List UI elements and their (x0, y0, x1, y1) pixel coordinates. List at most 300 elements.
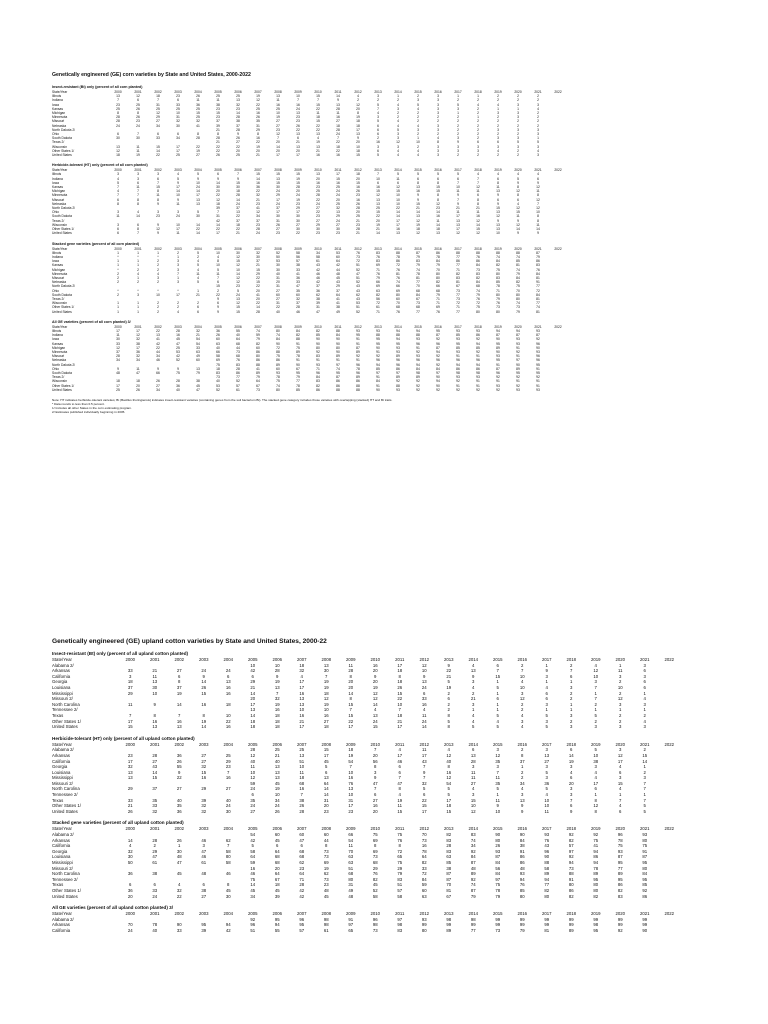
cell-value: 7 (117, 185, 119, 190)
data-table (52, 247, 568, 314)
cell-value: 3 (457, 106, 459, 111)
cell-value: 18 (216, 201, 220, 206)
year-header: 2006 (234, 246, 242, 251)
cell-value: 2 (157, 305, 159, 310)
cell-value: 35 (495, 758, 501, 764)
cell-value: 19 (256, 144, 260, 149)
cell-value: 9 (276, 673, 279, 679)
cell-value: 4 (197, 275, 199, 280)
cell-value: 27 (296, 222, 300, 227)
cell-value: 16 (201, 775, 207, 781)
year-header: 2008 (274, 246, 282, 251)
year-header: 2011 (334, 168, 342, 173)
cell-value: 90 (296, 362, 300, 367)
cell-value: 8 (137, 201, 139, 206)
row-label: Nebraska (52, 358, 67, 363)
cell-value: 8 (178, 679, 181, 685)
cell-value: 23 (296, 119, 300, 124)
cell-value: 4 (477, 102, 479, 107)
cell-value: 17 (176, 144, 180, 149)
cell-value: 2 (457, 153, 459, 158)
cell-value: 22 (336, 148, 340, 153)
cell-value: 6 (437, 176, 439, 181)
cell-value: 16 (376, 140, 380, 145)
cell-value: 12 (536, 206, 540, 211)
cell-value: 22 (176, 893, 182, 899)
cell-value: 3 (177, 267, 179, 272)
cell-value: 42 (316, 280, 320, 285)
cell-value: 78 (416, 271, 420, 276)
cell-value: 46 (250, 871, 256, 877)
cell-value: 19 (176, 690, 182, 696)
cell-value: 1 (545, 707, 548, 713)
cell-value: 76 (496, 301, 500, 306)
cell-value: 93 (519, 871, 525, 877)
cell-value: 82 (544, 887, 550, 893)
cell-value: 1 (417, 136, 419, 141)
cell-value: 3 (497, 136, 499, 141)
cell-value: 6 (398, 769, 401, 775)
cell-value: 59 (256, 333, 260, 338)
cell-value: 2 (477, 153, 479, 158)
cell-value: 5 (517, 140, 519, 145)
cell-value: 9 (517, 231, 519, 236)
cell-value: 2 (457, 127, 459, 132)
year-header: 2004 (223, 911, 234, 917)
cell-value: 21 (446, 673, 452, 679)
cell-value: 6 (570, 803, 573, 809)
cell-value: 60 (216, 337, 220, 342)
cell-value (657, 928, 682, 934)
cell-value: 91 (476, 383, 480, 388)
cell-value: 9 (496, 803, 499, 809)
cell-value: 21 (356, 231, 360, 236)
cell-value: 7 (643, 780, 646, 786)
cell-value: 96 (316, 370, 320, 375)
cell-value: 16 (250, 865, 256, 871)
year-header: 2020 (615, 657, 626, 662)
cell-value: 25 (196, 106, 200, 111)
cell-value: 17 (456, 227, 460, 232)
cell-value: 15 (356, 180, 360, 185)
year-header: 2021 (534, 324, 542, 329)
cell-value: 25 (276, 106, 280, 111)
cell-value: 87 (495, 854, 501, 860)
table-row (52, 388, 568, 392)
cell-value: 99 (642, 916, 648, 922)
cell-value: 76 (376, 254, 380, 259)
cell-value: 18 (274, 718, 280, 724)
cell-value: 29 (201, 786, 207, 792)
cell-value: 34 (316, 250, 320, 255)
cell-value: 45 (196, 383, 200, 388)
cell-value: 99 (421, 922, 427, 928)
year-header: 2022 (664, 657, 675, 662)
cell-value: 9 (517, 180, 519, 185)
cell-value: 51 (299, 758, 305, 764)
cell-value: 19 (372, 684, 378, 690)
cell-value: 8 (497, 180, 499, 185)
cell-value: 1 (137, 309, 139, 314)
cell-value: 38 (296, 263, 300, 268)
cell-value: 4 (472, 684, 475, 690)
cell-value: 11 (618, 668, 623, 674)
cell-value: 10 (216, 263, 220, 268)
year-header: 2008 (321, 741, 332, 747)
cell-value: 87 (642, 854, 648, 860)
cell-value: 91 (356, 337, 360, 342)
cell-value: 77 (296, 379, 300, 384)
cell-value: 93 (396, 349, 400, 354)
cell-value: 15 (470, 797, 476, 803)
year-header: 2020 (615, 911, 626, 917)
cell-value: 80 (225, 854, 231, 860)
cell-value: 14 (276, 144, 280, 149)
cell-value: 5 (377, 153, 379, 158)
cell-value: 4 (398, 747, 401, 753)
year-header: 2000 (114, 324, 122, 329)
cell-value: 11 (536, 222, 540, 227)
cell-value: 3 (129, 673, 132, 679)
cell-value: 13 (496, 189, 500, 194)
cell-value: 3 (437, 123, 439, 128)
cell-value: 93 (416, 337, 420, 342)
cell-value: 33 (152, 803, 158, 809)
cell-value: 8 (517, 185, 519, 190)
cell-value: 24 (276, 201, 280, 206)
year-header: 2004 (223, 741, 234, 747)
cell-value: 96 (416, 358, 420, 363)
row-label: Other States 1/ (52, 148, 75, 153)
cell-value: 27 (236, 140, 240, 145)
cell-value: 89 (256, 370, 260, 375)
cell-value: 13 (196, 366, 200, 371)
cell-value: 2 (643, 769, 646, 775)
year-header: 2005 (214, 246, 222, 251)
cell-value: 8 (537, 193, 539, 198)
cell-value: 92 (396, 379, 400, 384)
cell-value: 19 (274, 786, 280, 792)
row-label: Other States 1/ (52, 383, 75, 388)
cell-value: 2 (477, 111, 479, 116)
cell-value: 11 (152, 673, 157, 679)
row-label: United States (52, 724, 78, 730)
cell-value: 86 (519, 854, 525, 860)
cell-value: 40 (216, 379, 220, 384)
cell-value: 24 (256, 231, 260, 236)
cell-value: 86 (356, 379, 360, 384)
cell-value: 63 (376, 288, 380, 293)
cell-value: 84 (470, 854, 476, 860)
cell-value: 13 (296, 111, 300, 116)
cell-value: 70 (516, 288, 520, 293)
year-header: 2011 (334, 246, 342, 251)
cell-value: 7 (423, 764, 426, 770)
corn-title: Genetically engineered (GE) corn varieties by State and United States, 2000-2022 (52, 72, 251, 78)
cell-value: 2 (537, 111, 539, 116)
cell-value: 36 (256, 185, 260, 190)
cell-value: 64 (336, 259, 340, 264)
cell-value: 84 (436, 366, 440, 371)
cell-value: 79 (296, 375, 300, 380)
year-header: 2008 (321, 826, 332, 832)
row-label: Missouri 2/ (52, 696, 73, 702)
row-label: Kansas (52, 185, 63, 190)
year-header: 2019 (494, 246, 502, 251)
cell-value: 63 (196, 349, 200, 354)
cell-value: 19 (356, 115, 360, 120)
cell-value: 92 (470, 876, 476, 882)
cell-value: 4 (374, 707, 377, 713)
cell-value: 5 (545, 769, 548, 775)
cell-value: 7 (398, 775, 401, 781)
cell-value: 21 (376, 227, 380, 232)
cell-value: 78 (593, 865, 599, 871)
cell-value: 11 (456, 210, 460, 215)
year-header: 2008 (274, 324, 282, 329)
cell-value: 66 (216, 349, 220, 354)
cell-value: 97 (568, 848, 574, 854)
cell-value: 79 (476, 292, 480, 297)
year-header: 2014 (394, 324, 402, 329)
cell-value: 28 (236, 366, 240, 371)
cell-value: 2 (517, 132, 519, 137)
cell-value: 20 (216, 189, 220, 194)
cell-value: 12 (376, 193, 380, 198)
cell-value: 14 (216, 222, 220, 227)
cell-value: 83 (397, 927, 403, 933)
cell-value: 14 (536, 227, 540, 232)
cell-value: 29 (127, 690, 133, 696)
year-header: 2003 (198, 911, 209, 917)
data-table (52, 168, 568, 235)
cell-value: 2 (437, 119, 439, 124)
cell-value: 11 (348, 662, 353, 668)
cell-value: 13 (127, 769, 133, 775)
cell-value: 99 (519, 916, 525, 922)
cell-value: 6 (417, 176, 419, 181)
row-label: Ohio (52, 288, 59, 293)
cell-value: 25 (216, 94, 220, 99)
cell-value: 10 (416, 140, 420, 145)
cell-value: 74 (470, 882, 476, 888)
year-header: 2013 (443, 826, 454, 832)
year-header: 2002 (154, 168, 162, 173)
cell-value: 13 (274, 764, 280, 770)
cell-value: 6 (477, 193, 479, 198)
cell-value: 33 (176, 102, 180, 107)
cell-value: 95 (376, 337, 380, 342)
cell-value: 2 (643, 712, 646, 718)
cell-value: 23 (256, 222, 260, 227)
cell-value: 85 (316, 333, 320, 338)
cell-value: 3 (477, 148, 479, 153)
cell-value: 79 (516, 309, 520, 314)
cell-value: 27 (336, 222, 340, 227)
cell-value: 15 (348, 712, 354, 718)
cell-value: 5 (447, 718, 450, 724)
cell-value: 10 (470, 803, 476, 809)
cell-value: 11 (216, 271, 220, 276)
cell-value: 69 (436, 305, 440, 310)
cell-value: 70 (416, 284, 420, 289)
cell-value: 5 (197, 280, 199, 285)
cell-value: 92 (436, 362, 440, 367)
cell-value: 33 (176, 927, 182, 933)
row-label: Other States 1/ (52, 803, 81, 809)
cell-value: 15 (127, 724, 133, 730)
cell-value: 19 (296, 176, 300, 181)
cell-value: 25 (376, 206, 380, 211)
cell-value: 2 (517, 148, 519, 153)
cell-value: 10 (296, 94, 300, 99)
cell-value: 3 (545, 718, 548, 724)
year-header: 2015 (414, 90, 422, 94)
cell-value: 73 (323, 848, 329, 854)
cell-value: 32 (196, 328, 200, 333)
cell-value: 14 (152, 769, 158, 775)
cell-value: 86 (456, 259, 460, 264)
cell-value: 10 (544, 797, 550, 803)
year-header: 2005 (247, 741, 258, 747)
cell-value: 47 (196, 387, 200, 392)
cell-value: 32 (201, 803, 207, 809)
row-label: Texas (52, 797, 64, 803)
cell-value: 84 (642, 871, 648, 877)
cell-value: 3 (437, 111, 439, 116)
cell-value: 90 (336, 337, 340, 342)
cell-value: 89 (356, 349, 360, 354)
cell-value: 75 (250, 876, 256, 882)
cell-value: 13 (544, 752, 550, 758)
cell-value: 26 (196, 94, 200, 99)
cell-value: 13 (276, 94, 280, 99)
year-header: 2019 (590, 911, 601, 917)
cell-value: 16 (323, 712, 329, 718)
cell-value: 43 (356, 288, 360, 293)
cell-value: 42 (299, 887, 305, 893)
cell-value: 25 (176, 345, 180, 350)
cell-value: 12 (116, 345, 120, 350)
cell-value: 37 (336, 288, 340, 293)
cell-value: 32 (336, 206, 340, 211)
cell-value: 74 (336, 366, 340, 371)
cell-value: 24 (274, 803, 280, 809)
row-label: North Carolina (52, 786, 80, 792)
year-header: 2017 (541, 911, 552, 917)
cell-value: 84 (316, 375, 320, 380)
cell-value: 27 (316, 218, 320, 223)
cell-value: 23 (256, 201, 260, 206)
cell-value: 28 (470, 758, 476, 764)
cell-value: 10 (593, 673, 599, 679)
cell-value: 3 (477, 144, 479, 149)
cell-value: 28 (176, 379, 180, 384)
cell-value: 84 (536, 271, 540, 276)
cell-value: 3 (619, 673, 622, 679)
cell-value: 7 (496, 668, 499, 674)
cell-value: 75 (276, 379, 280, 384)
cell-value: 74 (516, 301, 520, 306)
cell-value: 45 (323, 893, 329, 899)
cell-value: 8 (437, 197, 439, 202)
cell-value: 12 (476, 185, 480, 190)
year-header: 2012 (419, 657, 430, 662)
cell-value: 47 (152, 854, 158, 860)
row-label: California (52, 927, 71, 933)
row-label: Iowa (52, 102, 59, 107)
cell-value: 95 (536, 370, 540, 375)
cell-value: 33 (296, 267, 300, 272)
cell-value: 93 (276, 370, 280, 375)
cell-value: 80 (396, 292, 400, 297)
cell-value: 11 (176, 201, 180, 206)
cell-value: 99 (593, 916, 599, 922)
cell-value: 52 (236, 379, 240, 384)
cell-value: 25 (236, 153, 240, 158)
cell-value: 28 (152, 752, 158, 758)
cell-value: 99 (544, 916, 550, 922)
cell-value: 28 (116, 354, 120, 359)
cell-value: 11 (136, 366, 140, 371)
cell-value: 86 (336, 379, 340, 384)
cell-value: 28 (356, 227, 360, 232)
cell-value: 32 (421, 780, 427, 786)
cell-value: 2 (137, 267, 139, 272)
cell-value: 11 (196, 271, 200, 276)
year-header: 2003 (174, 246, 182, 251)
cell-value: 38 (593, 758, 599, 764)
row-label: Indiana (52, 176, 63, 181)
cell-value: 24 (225, 668, 231, 674)
cell-value: 79 (516, 271, 520, 276)
cell-value: 15 (516, 210, 520, 215)
year-header: 2001 (134, 246, 142, 251)
cell-value: 80 (516, 296, 520, 301)
cell-value: 2 (117, 275, 119, 280)
cell-value: 38 (336, 305, 340, 310)
cell-value: 22 (196, 144, 200, 149)
cell-value: 83 (376, 259, 380, 264)
cell-value: 85 (516, 259, 520, 264)
cell-value: 92 (516, 383, 520, 388)
cell-value: 96 (536, 341, 540, 346)
year-header: 2019 (590, 826, 601, 832)
cell-value: 63 (446, 854, 452, 860)
cell-value: 57 (397, 887, 403, 893)
cell-value: 9 (521, 803, 524, 809)
year-header: 2021 (639, 741, 650, 747)
cell-value: 84 (495, 860, 501, 865)
cell-value: 13 (356, 132, 360, 137)
cell-value: 14 (323, 786, 329, 792)
cell-value: 80 (316, 345, 320, 350)
cell-value: 49 (336, 309, 340, 314)
cell-value: 37 (236, 206, 240, 211)
cell-value: 18 (250, 718, 256, 724)
cell-value: 91 (316, 358, 320, 363)
cell-value: 25 (316, 189, 320, 194)
cell-value: 73 (568, 865, 574, 871)
cell-value: 1 (117, 263, 119, 268)
cell-value: 66 (436, 284, 440, 289)
row-label: United States (52, 893, 78, 899)
cell-value: 12 (496, 214, 500, 219)
cell-value: 58 (225, 848, 231, 854)
cell-value: 82 (476, 275, 480, 280)
cell-value: 8 (447, 712, 450, 718)
cell-value: 11 (276, 98, 280, 103)
